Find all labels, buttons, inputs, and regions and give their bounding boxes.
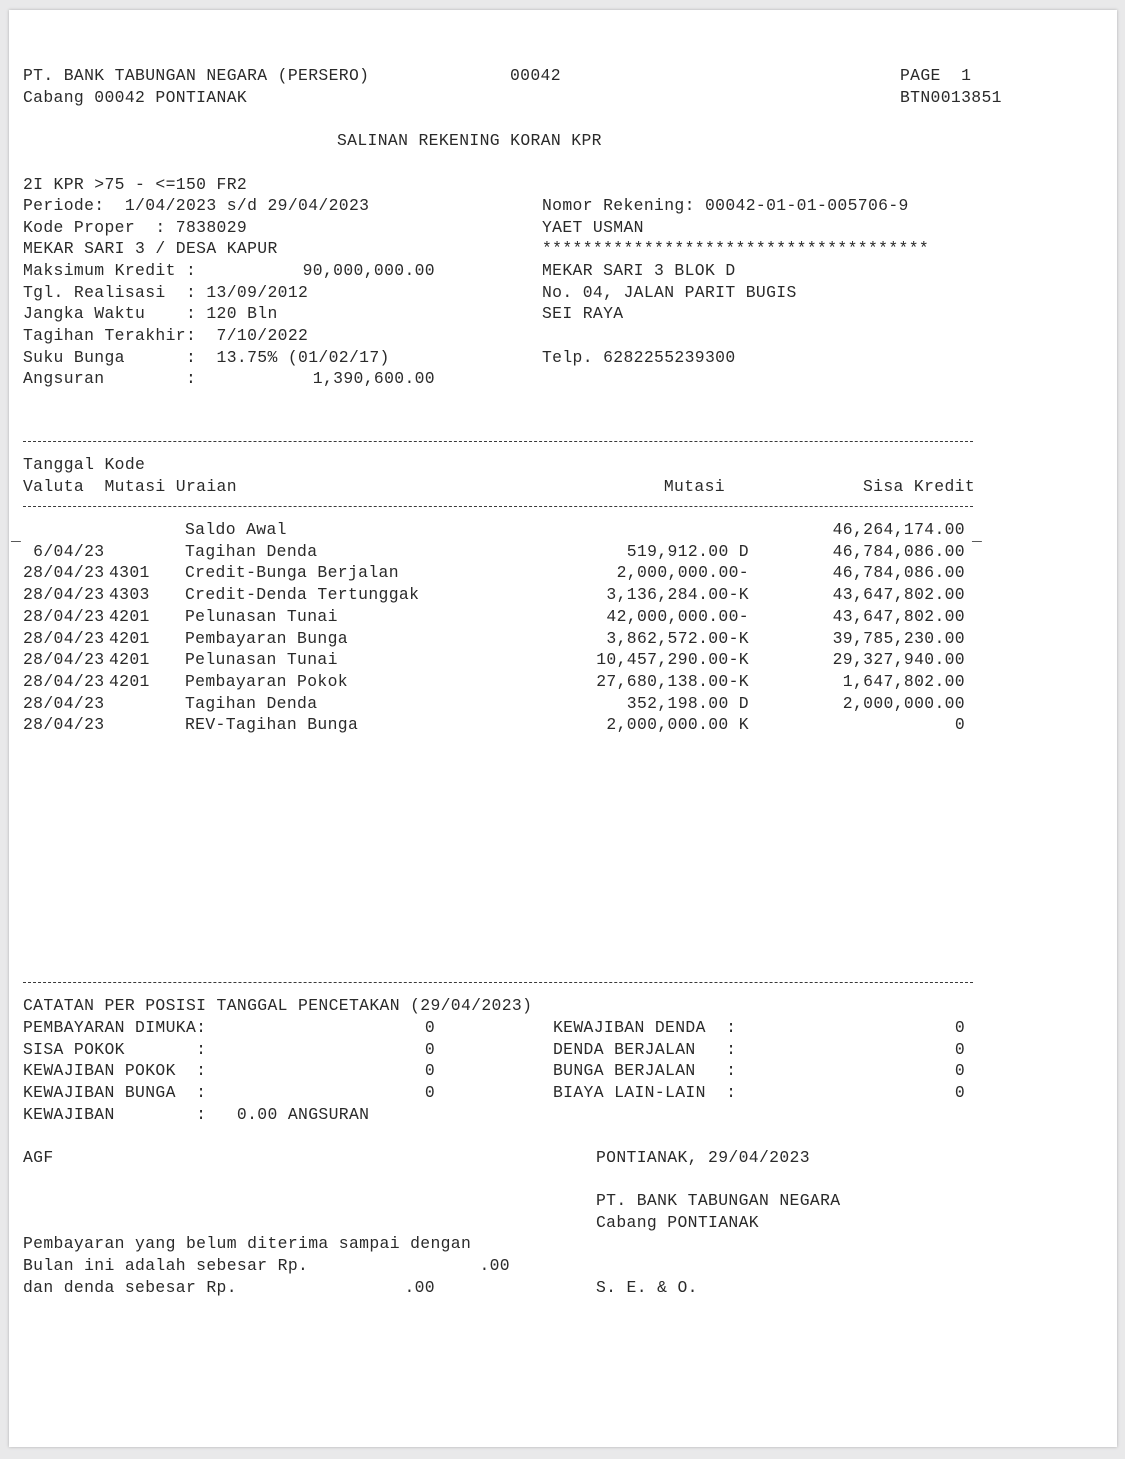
address-line-2: No. 04, JALAN PARIT BUGIS: [542, 283, 797, 302]
signature-bank: PT. BANK TABUNGAN NEGARA: [596, 1191, 841, 1210]
cell-tanggal: 28/04/23: [23, 629, 105, 648]
note-line-3: dan denda sebesar Rp.: [23, 1278, 237, 1297]
note-line-3-value: .00: [404, 1278, 435, 1297]
branch-code: 00042: [510, 66, 561, 85]
cell-uraian: Credit-Denda Tertunggak: [185, 585, 420, 604]
cell-uraian: Pelunasan Tunai: [185, 650, 338, 669]
kewajiban-pokok-label: KEWAJIBAN POKOK :: [23, 1061, 207, 1080]
pembayaran-dimuka-value: 0: [424, 1018, 435, 1037]
cell-sisa-kredit: 43,647,802.00: [832, 607, 965, 626]
cell-tanggal: 28/04/23: [23, 563, 105, 582]
kewajiban-denda-value: 0: [954, 1018, 965, 1037]
kode-proper: Kode Proper : 7838029: [23, 218, 248, 237]
maks-kredit-value: 90,000,000.00: [302, 261, 435, 280]
statement-page: [9, 10, 1117, 1447]
cell-sisa-kredit: 46,784,086.00: [832, 542, 965, 561]
cell-kode: 4201: [109, 672, 150, 691]
page-number: PAGE 1: [900, 66, 972, 85]
biaya-lain-value: 0: [954, 1083, 965, 1102]
column-sisa-kredit: Sisa Kredit: [862, 477, 975, 496]
row-mark-right: _: [972, 526, 983, 545]
jangka-waktu: Jangka Waktu : 120 Bln: [23, 304, 278, 323]
catatan-title: CATATAN PER POSISI TANGGAL PENCETAKAN (29/04/2023): [23, 996, 533, 1015]
cell-sisa-kredit: 1,647,802.00: [842, 672, 965, 691]
cell-mutasi: 42,000,000.00-: [606, 607, 749, 626]
cell-uraian: Saldo Awal: [185, 520, 287, 539]
cell-uraian: Credit-Bunga Berjalan: [185, 563, 399, 582]
signature-branch: Cabang PONTIANAK: [596, 1213, 759, 1232]
cell-kode: 4201: [109, 650, 150, 669]
account-holder: YAET USMAN: [542, 218, 644, 237]
bunga-berjalan-value: 0: [954, 1061, 965, 1080]
cell-mutasi: 27,680,138.00-K: [596, 672, 749, 691]
cell-sisa-kredit: 29,327,940.00: [832, 650, 965, 669]
divider: [23, 982, 973, 983]
pembayaran-dimuka-label: PEMBAYARAN DIMUKA:: [23, 1018, 207, 1037]
suku-bunga: Suku Bunga : 13.75% (01/02/17): [23, 348, 390, 367]
cell-mutasi: 2,000,000.00 K: [606, 715, 749, 734]
tgl-realisasi: Tgl. Realisasi : 13/09/2012: [23, 283, 309, 302]
divider: [23, 506, 973, 507]
cell-mutasi: 519,912.00 D: [626, 542, 749, 561]
sisa-pokok-value: 0: [424, 1040, 435, 1059]
address-line-1: MEKAR SARI 3 BLOK D: [542, 261, 736, 280]
cell-sisa-kredit: 39,785,230.00: [832, 629, 965, 648]
location: MEKAR SARI 3 / DESA KAPUR: [23, 239, 278, 258]
place-date: PONTIANAK, 29/04/2023: [596, 1148, 810, 1167]
cell-uraian: REV-Tagihan Bunga: [185, 715, 359, 734]
kewajiban-pokok-value: 0: [424, 1061, 435, 1080]
cell-mutasi: 3,136,284.00-K: [606, 585, 749, 604]
cell-uraian: Pelunasan Tunai: [185, 607, 338, 626]
cell-mutasi: 2,000,000.00-: [616, 563, 749, 582]
document-id: BTN0013851: [900, 88, 1002, 107]
note-line-2-value: .00: [479, 1256, 510, 1275]
address-line-3: SEI RAYA: [542, 304, 624, 323]
kewajiban-angsuran: KEWAJIBAN : 0.00 ANGSURAN: [23, 1105, 370, 1124]
biaya-lain-label: BIAYA LAIN-LAIN :: [553, 1083, 737, 1102]
sisa-pokok-label: SISA POKOK :: [23, 1040, 207, 1059]
cell-uraian: Pembayaran Bunga: [185, 629, 348, 648]
column-mutasi: Mutasi: [663, 477, 725, 496]
denda-berjalan-label: DENDA BERJALAN :: [553, 1040, 737, 1059]
cell-sisa-kredit: 2,000,000.00: [842, 694, 965, 713]
denda-berjalan-value: 0: [954, 1040, 965, 1059]
cell-tanggal: 28/04/23: [23, 694, 105, 713]
periode: Periode: 1/04/2023 s/d 29/04/2023: [23, 196, 370, 215]
cell-mutasi: 10,457,290.00-K: [596, 650, 749, 669]
kewajiban-denda-label: KEWAJIBAN DENDA :: [553, 1018, 737, 1037]
branch-name: Cabang 00042 PONTIANAK: [23, 88, 248, 107]
bunga-berjalan-label: BUNGA BERJALAN :: [553, 1061, 737, 1080]
cell-tanggal: 28/04/23: [23, 585, 105, 604]
table-header-line-2: Valuta Mutasi Uraian: [23, 477, 237, 496]
seo-note: S. E. & O.: [596, 1278, 698, 1297]
kewajiban-bunga-label: KEWAJIBAN BUNGA :: [23, 1083, 207, 1102]
note-line-1: Pembayaran yang belum diterima sampai dengan: [23, 1234, 472, 1253]
cell-mutasi: 3,862,572.00-K: [606, 629, 749, 648]
masked-line: **************************************: [542, 239, 930, 258]
bank-name: PT. BANK TABUNGAN NEGARA (PERSERO): [23, 66, 370, 85]
cell-kode: 4201: [109, 629, 150, 648]
tagihan-terakhir: Tagihan Terakhir: 7/10/2022: [23, 326, 309, 345]
kewajiban-bunga-value: 0: [424, 1083, 435, 1102]
cell-kode: 4301: [109, 563, 150, 582]
angsuran-label: Angsuran :: [23, 369, 197, 388]
telephone: Telp. 6282255239300: [542, 348, 736, 367]
cell-kode: 4303: [109, 585, 150, 604]
product-type: 2I KPR >75 - <=150 FR2: [23, 175, 248, 194]
nomor-rekening: Nomor Rekening: 00042-01-01-005706-9: [542, 196, 909, 215]
cell-sisa-kredit: 0: [954, 715, 965, 734]
maks-kredit-label: Maksimum Kredit :: [23, 261, 197, 280]
cell-tanggal: 28/04/23: [23, 650, 105, 669]
table-header-line-1: Tanggal Kode: [23, 455, 146, 474]
row-mark-left: _: [11, 526, 22, 545]
cell-uraian: Pembayaran Pokok: [185, 672, 348, 691]
cell-kode: 4201: [109, 607, 150, 626]
cell-sisa-kredit: 43,647,802.00: [832, 585, 965, 604]
cell-mutasi: 352,198.00 D: [626, 694, 749, 713]
divider: [23, 441, 973, 442]
cell-tanggal: 28/04/23: [23, 715, 105, 734]
document-title: SALINAN REKENING KORAN KPR: [337, 131, 602, 150]
cell-sisa-kredit: 46,784,086.00: [832, 563, 965, 582]
cell-tanggal: 28/04/23: [23, 607, 105, 626]
cell-tanggal: 28/04/23: [23, 672, 105, 691]
note-line-2: Bulan ini adalah sebesar Rp.: [23, 1256, 309, 1275]
cell-sisa-kredit: 46,264,174.00: [832, 520, 965, 539]
agf-code: AGF: [23, 1148, 54, 1167]
cell-tanggal: 6/04/23: [23, 542, 105, 561]
angsuran-value: 1,390,600.00: [312, 369, 435, 388]
cell-uraian: Tagihan Denda: [185, 542, 318, 561]
cell-uraian: Tagihan Denda: [185, 694, 318, 713]
